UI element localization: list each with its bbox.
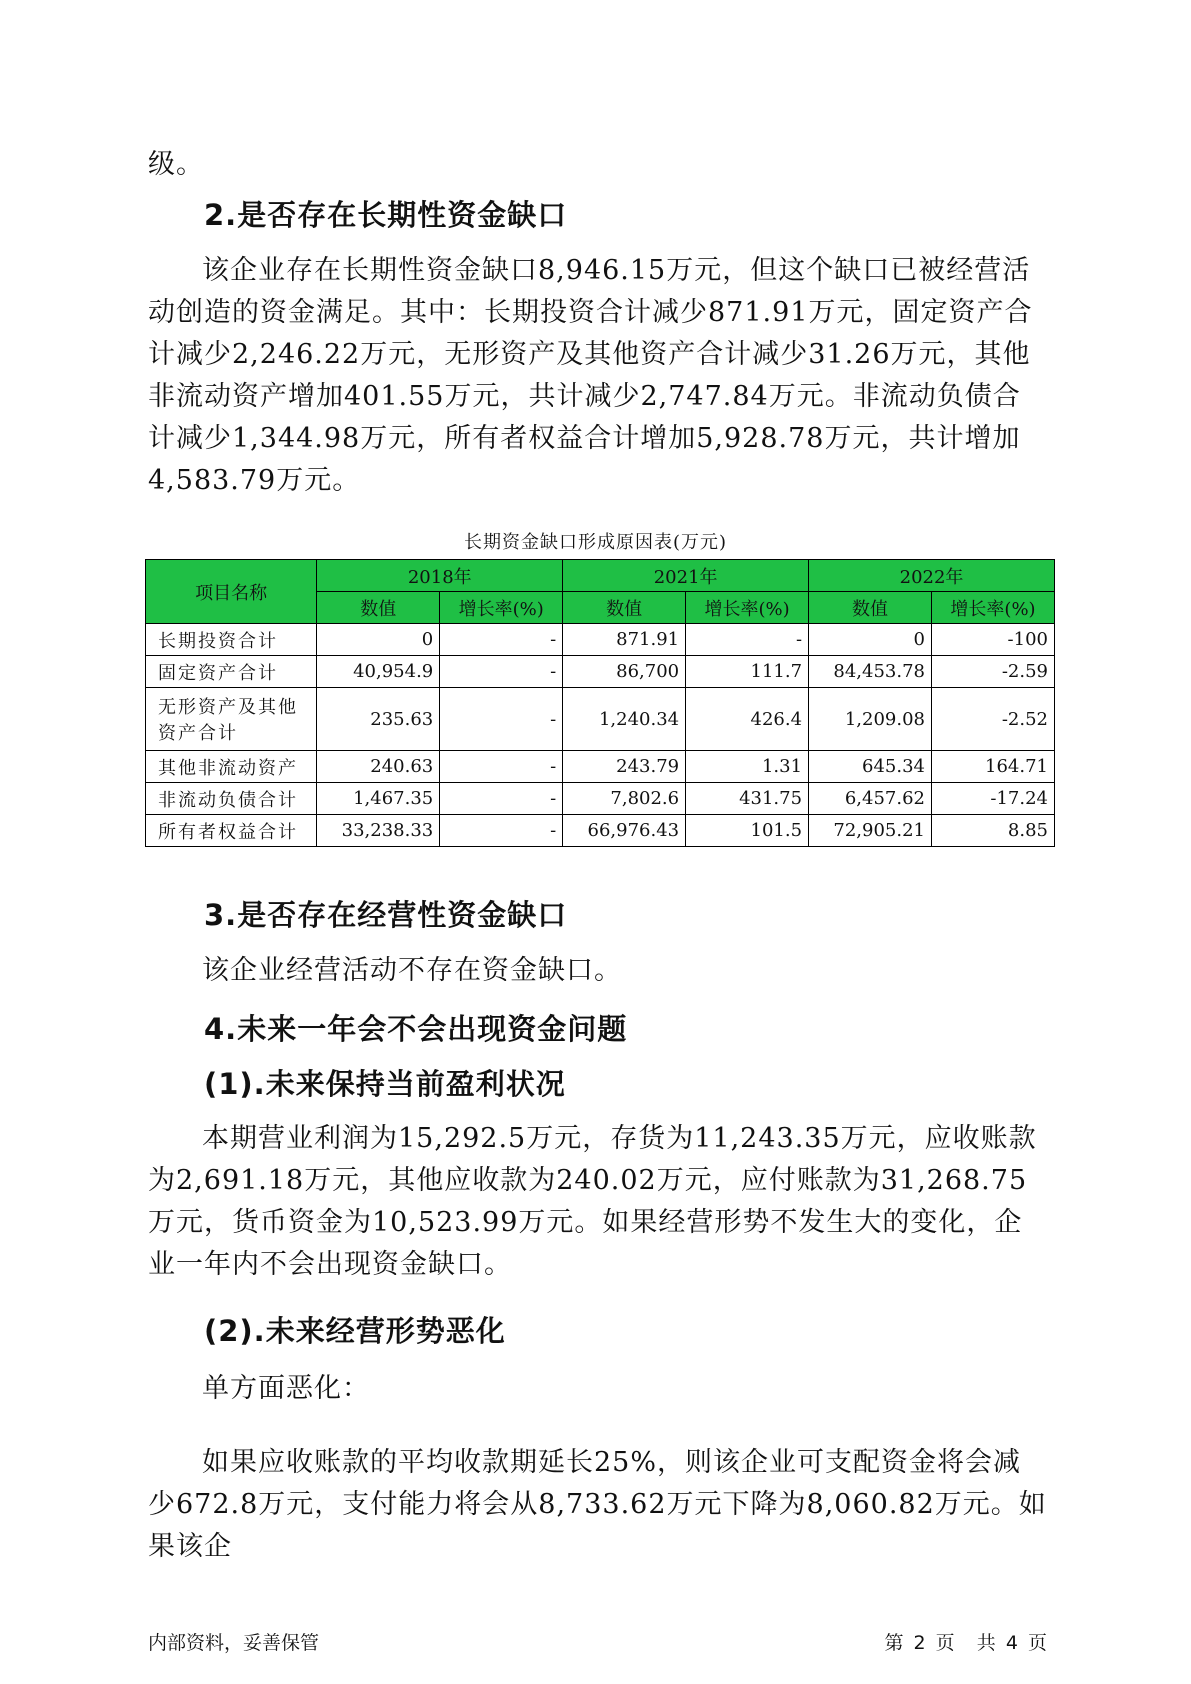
table-cell: 431.75 [686, 783, 809, 815]
table-cell: 72,905.21 [809, 815, 932, 847]
table-row [146, 688, 1055, 751]
table-cell: 6,457.62 [809, 783, 932, 815]
section3-paragraph: 该企业经营活动不存在资金缺口。 [202, 955, 622, 986]
table-cell: - [440, 783, 563, 815]
table-row [146, 815, 1055, 847]
footer-confidential-note: 内部资料，妥善保管 [148, 1632, 320, 1654]
row-label: 所有者权益合计 [146, 815, 317, 847]
table-cell: 111.7 [686, 656, 809, 688]
section4-sub1-heading: (1).未来保持当前盈利状况 [204, 1067, 566, 1101]
table-cell: -100 [932, 624, 1055, 656]
table-cell: 235.63 [317, 688, 440, 751]
table-cell: 1,209.08 [809, 688, 932, 751]
table-cell: 164.71 [932, 751, 1055, 783]
table-cell: -17.24 [932, 783, 1055, 815]
table-cell: - [440, 656, 563, 688]
row-label: 其他非流动资产 [146, 751, 317, 783]
header-value: 数值 [809, 592, 932, 624]
section4-heading: 4.未来一年会不会出现资金问题 [204, 1012, 628, 1046]
page-prefix: 第 [884, 1632, 904, 1654]
table-row [146, 751, 1055, 783]
table-cell: 7,802.6 [563, 783, 686, 815]
section2-heading: 2.是否存在长期性资金缺口 [204, 198, 568, 232]
table-row [146, 783, 1055, 815]
section4-sub2-lead: 单方面恶化： [202, 1373, 370, 1404]
total-prefix: 共 [976, 1632, 996, 1654]
table-cell: - [686, 624, 809, 656]
table-cell: 101.5 [686, 815, 809, 847]
table-cell: - [440, 688, 563, 751]
row-label: 长期投资合计 [146, 624, 317, 656]
row-label: 无形资产及其他资产合计 [146, 688, 317, 751]
table-cell: 66,976.43 [563, 815, 686, 847]
page-number: 2 [913, 1632, 926, 1654]
section4-sub2-paragraph: 如果应收账款的平均收款期延长25%，则该企业可支配资金将会减少672.8万元，支付能力将会从8,733.62万元下降为8,060.82万元。如果该企 [148, 1447, 1047, 1562]
header-year: 2022年 [809, 560, 1055, 592]
header-value: 数值 [563, 592, 686, 624]
table-row [146, 656, 1055, 688]
total-suffix: 页 [1027, 1632, 1047, 1654]
table-cell: 645.34 [809, 751, 932, 783]
table-cell: 40,954.9 [317, 656, 440, 688]
section4-sub1-paragraph: 本期营业利润为15,292.5万元，存货为11,243.35万元，应收账款为2,691.18万元，其他应收款为240.02万元，应付账款为31,268.75万元，货币资金为10,523.99万元。如果经营形势不发生大的变化，企业一年内不会出现资金缺口。 [148, 1123, 1037, 1280]
table-cell: 33,238.33 [317, 815, 440, 847]
table-cell: 84,453.78 [809, 656, 932, 688]
table-cell: -2.52 [932, 688, 1055, 751]
total-pages: 4 [1005, 1632, 1018, 1654]
header-growth-rate: 增长率(%) [686, 592, 809, 624]
table-cell: 1,240.34 [563, 688, 686, 751]
long-term-gap-table [145, 559, 1055, 847]
header-item-name: 项目名称 [146, 560, 317, 624]
row-label: 固定资产合计 [146, 656, 317, 688]
table-cell: - [440, 624, 563, 656]
table-cell: 243.79 [563, 751, 686, 783]
table-cell: 8.85 [932, 815, 1055, 847]
table-cell: 240.63 [317, 751, 440, 783]
table-cell: 0 [317, 624, 440, 656]
table-cell: - [440, 751, 563, 783]
header-year: 2021年 [563, 560, 809, 592]
section3-heading: 3.是否存在经营性资金缺口 [204, 898, 568, 932]
table-cell: 871.91 [563, 624, 686, 656]
table-cell: 1.31 [686, 751, 809, 783]
table-caption: 长期资金缺口形成原因表(万元) [463, 532, 728, 553]
section2-paragraph: 该企业存在长期性资金缺口8,946.15万元，但这个缺口已被经营活动创造的资金满足。其中：长期投资合计减少871.91万元，固定资产合计减少2,246.22万元，无形资产及其他资产合计减少31.26万元，其他非流动资产增加401.55万元，共计减少2,747.84万元。非流动负债合计减少1,344.98万元，所有者权益合计增加5,928.78万元，共计增加4,583.79万元。 [148, 255, 1033, 496]
table-cell: - [440, 815, 563, 847]
page-suffix: 页 [935, 1632, 955, 1654]
footer-page-indicator [882, 1628, 1049, 1655]
table-cell: 86,700 [563, 656, 686, 688]
header-growth-rate: 增长率(%) [440, 592, 563, 624]
table-cell: 0 [809, 624, 932, 656]
table-cell: 426.4 [686, 688, 809, 751]
header-value: 数值 [317, 592, 440, 624]
table-row [146, 624, 1055, 656]
table-cell: -2.59 [932, 656, 1055, 688]
intro-tail-text: 级。 [148, 149, 204, 180]
header-year: 2018年 [317, 560, 563, 592]
table-cell: 1,467.35 [317, 783, 440, 815]
row-label: 非流动负债合计 [146, 783, 317, 815]
section4-sub2-heading: (2).未来经营形势恶化 [204, 1314, 506, 1348]
header-growth-rate: 增长率(%) [932, 592, 1055, 624]
